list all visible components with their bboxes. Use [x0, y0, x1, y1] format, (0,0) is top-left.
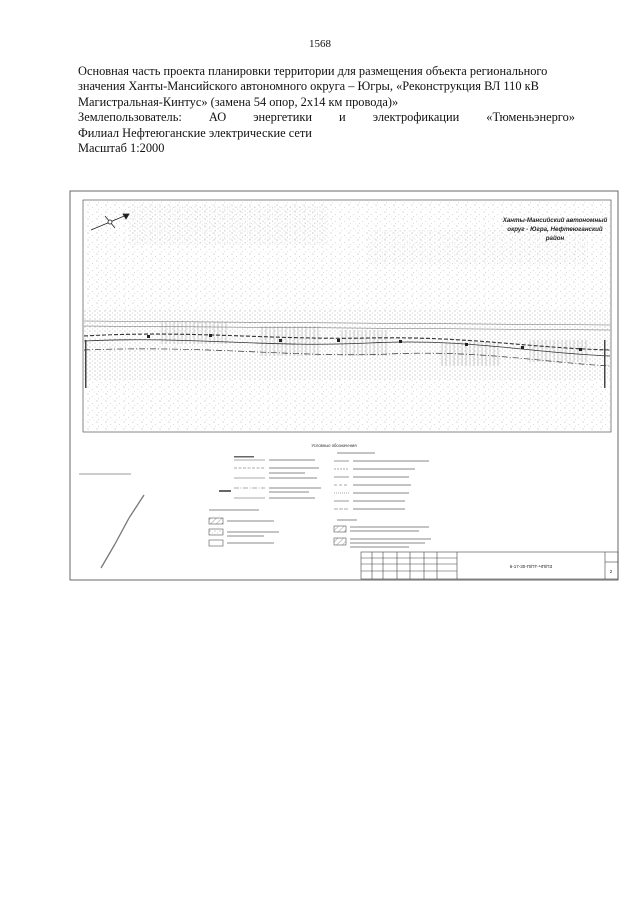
sheet-code: 6-17-30-П/ПТ-ЧП/ПЗ [509, 564, 553, 569]
land-user-word: электрофикации [372, 110, 460, 125]
land-user-word: энергетики [253, 110, 312, 125]
scale-line: Масштаб 1:2000 [78, 141, 165, 156]
title-line-3: Магистральная-Кинтус» (замена 54 опор, 2х14 км провода)» [78, 94, 399, 109]
land-user-line [78, 110, 575, 125]
title-line-1: Основная часть проекта планировки территории для размещения объекта регионального [78, 64, 548, 78]
land-user-word: Землепользователь: [78, 110, 182, 125]
land-user-word: «Тюменьэнерго» [486, 110, 575, 125]
terrain-stipple [84, 201, 610, 431]
svg-text:Условные обозначения: Условные обозначения [311, 443, 357, 448]
title-line-2: значения Ханты-Мансийского автономного округа – Югры, «Реконструкция ВЛ 110 кВ [78, 79, 539, 94]
sheet-number: 2 [609, 569, 613, 574]
svg-text:район: район [545, 235, 565, 242]
svg-text:округ - Югра, Нефтеюганский: округ - Югра, Нефтеюганский [507, 226, 603, 233]
document-header [78, 64, 575, 156]
land-user-word: АО [208, 110, 227, 125]
page-number: 1568 [309, 38, 331, 50]
planning-drawing [69, 190, 620, 581]
branch-line: Филиал Нефтеюганские электрические сети [78, 125, 312, 140]
svg-text:Ханты-Мансийский автономный: Ханты-Мансийский автономный [502, 217, 608, 224]
land-user-word: и [339, 110, 346, 125]
